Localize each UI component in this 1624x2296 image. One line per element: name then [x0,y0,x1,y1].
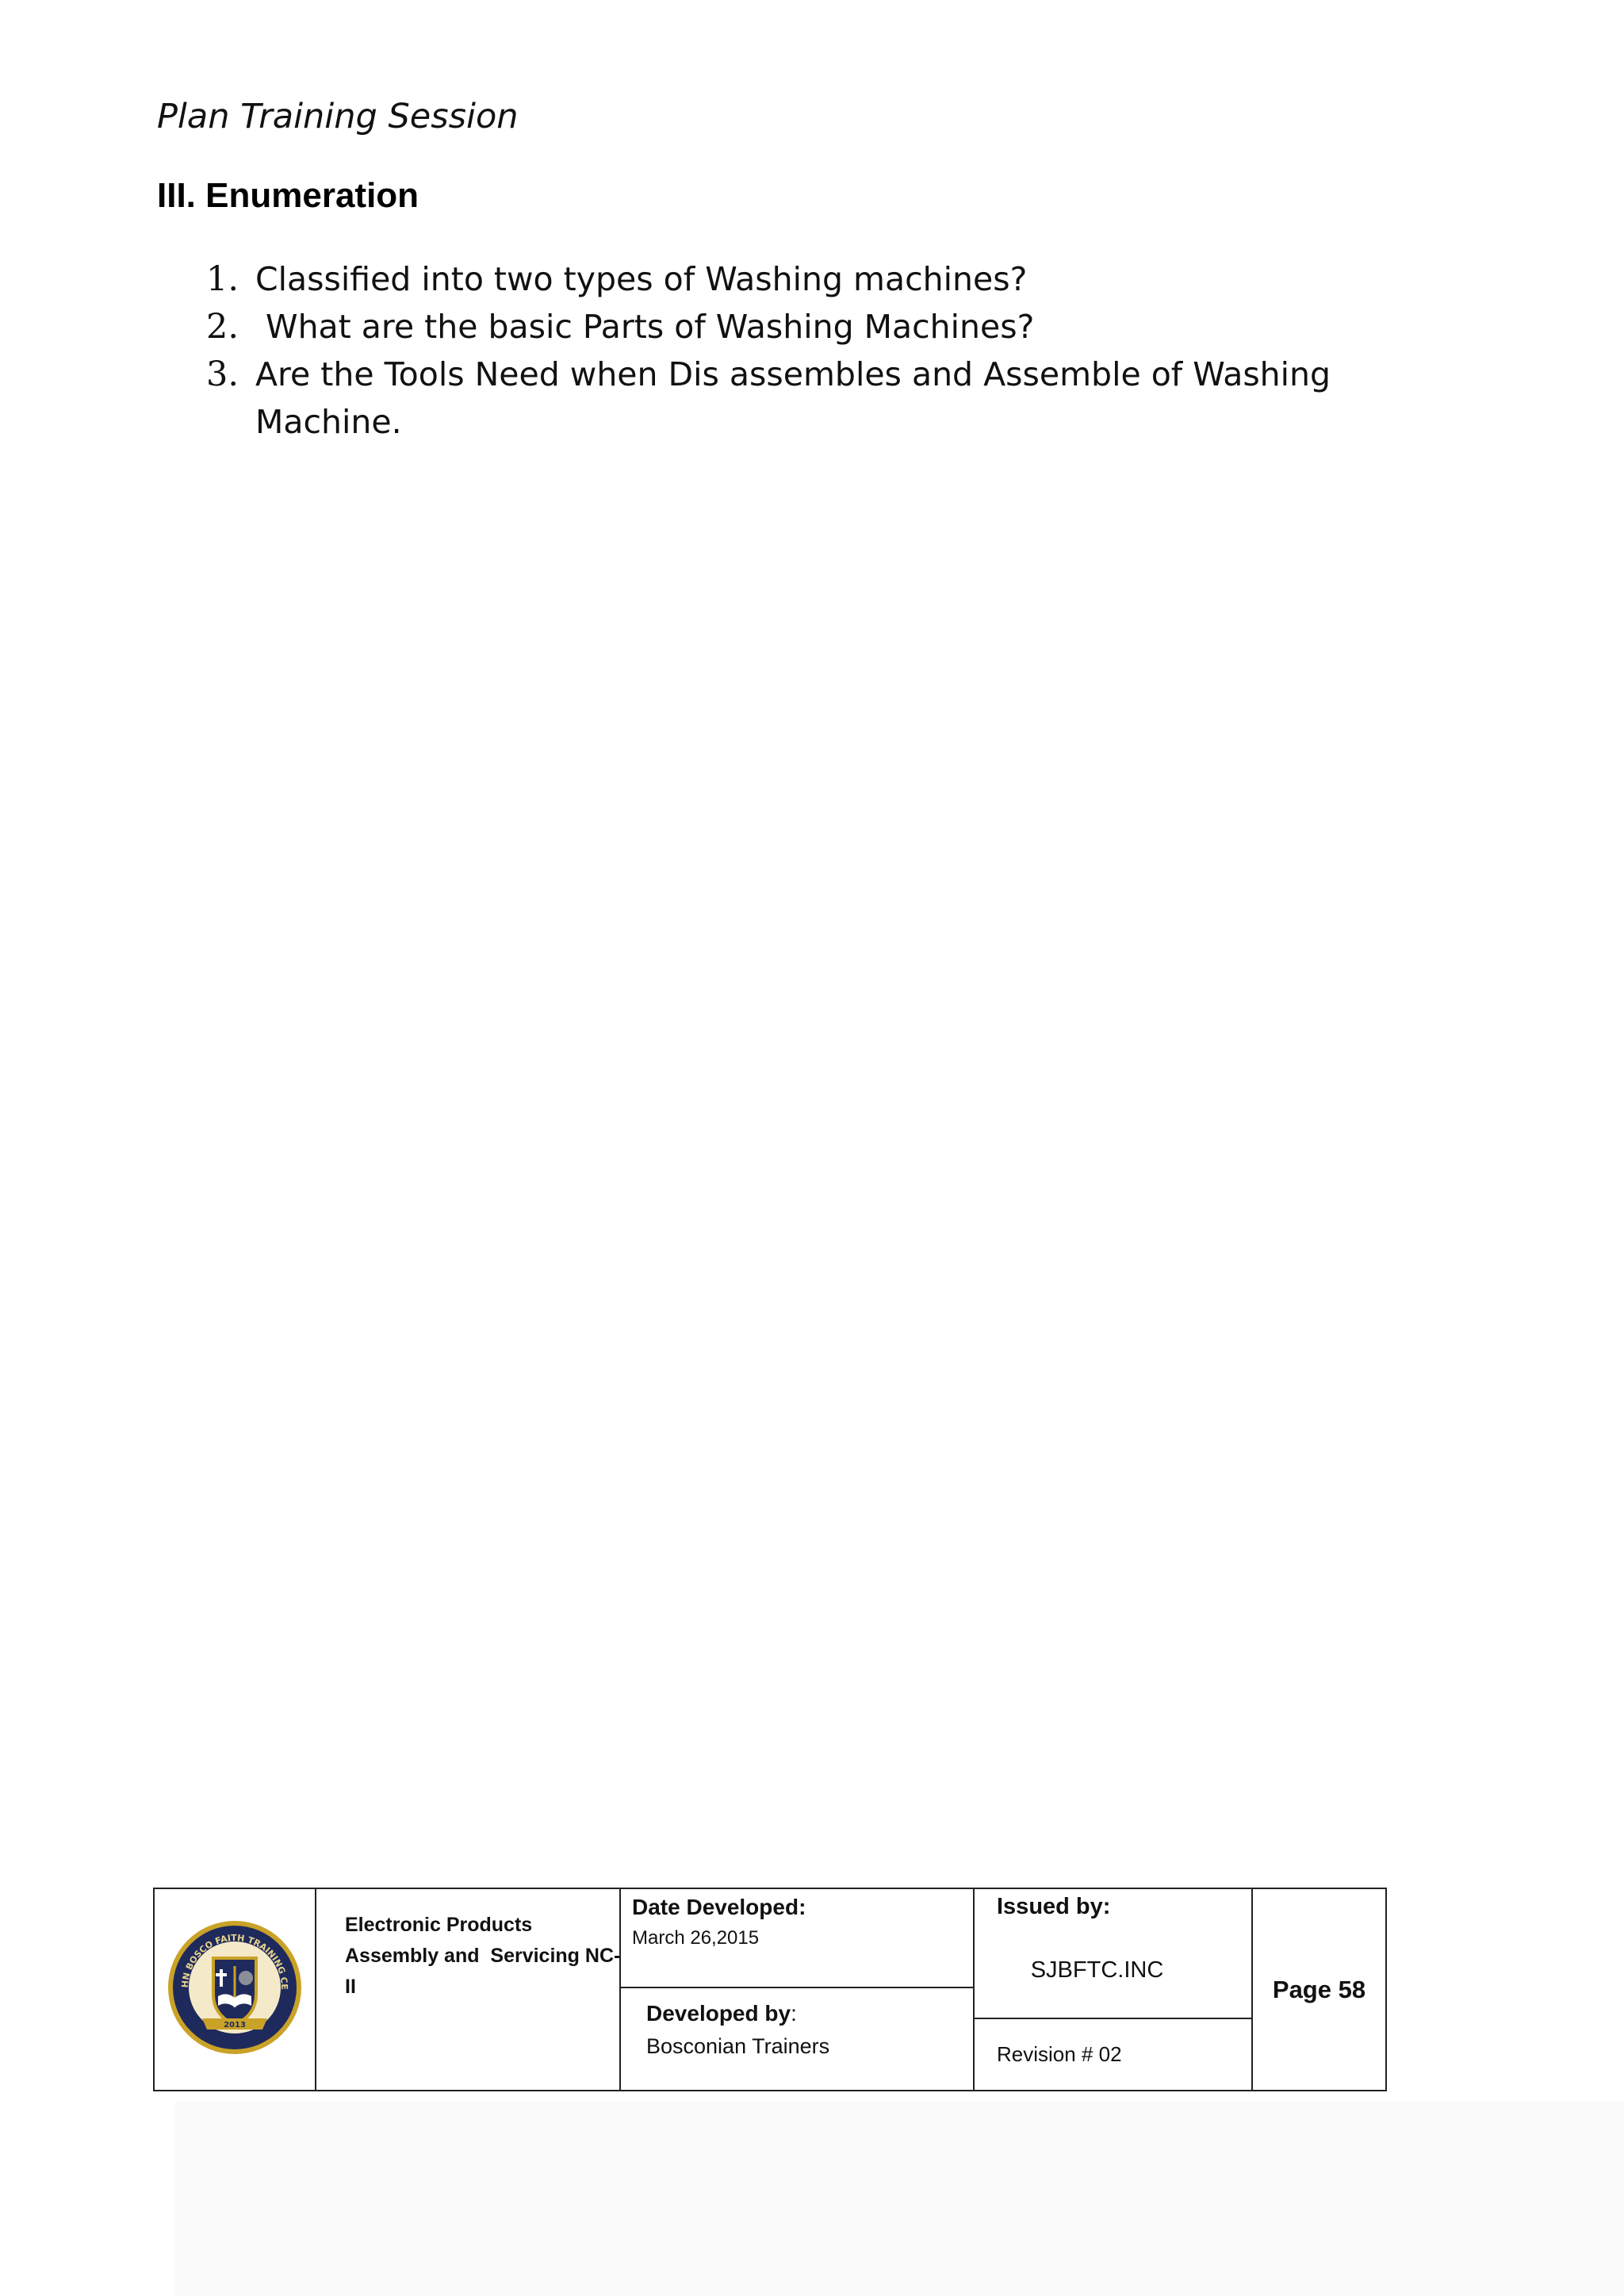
course-title-line: Electronic Products [345,1914,533,1936]
document-footer-table [153,1888,1387,2091]
page-background-shade [174,2102,1624,2296]
issued-by-label: Issued by: [997,1894,1111,1919]
seal-figure [239,1971,253,1985]
list-item-text: Are the Tools Need when Dis assembles and Assemble of Washing Machine. [255,355,1331,441]
section-heading: III. Enumeration [157,176,419,215]
revision-number: Revision # 02 [997,2042,1122,2066]
list-item [206,255,1380,303]
svg-text:ST. JOHN BOSCO FAITH TRAINING: HN BOSCO FAITH TRAINING CE [179,1932,290,1990]
footer-page-cell [1252,1888,1386,2091]
course-title [316,1889,619,2003]
course-title-line: II [345,1976,356,1998]
enumeration-list [206,255,1380,446]
date-developed-label: Date Developed: [632,1895,806,1919]
developed-by-colon: : [791,2001,797,2026]
seal-year: 2013 [224,2021,246,2030]
list-item-text: What are the basic Parts of Washing Machines? [255,308,1035,346]
footer-date-cell [620,1888,974,1987]
list-item-text: Classified into two types of Washing machines? [255,260,1028,298]
footer-issued-cell [974,1888,1252,2018]
developed-by-label-row [646,2001,973,2026]
list-item-number: 2. [206,307,239,347]
seal-logo-icon [166,1918,304,2056]
list-item [206,303,1380,351]
footer-logo-cell [154,1888,316,2091]
issued-by-value: SJBFTC.INC [1030,1957,1164,1983]
page-number: Page 58 [1272,1975,1366,2003]
date-developed-value: March 26,2015 [632,1927,760,1949]
list-item-number: 1. [206,259,239,299]
course-title-line: Assembly and Servicing NC- [345,1945,621,1967]
developed-by-label: Developed by [646,2001,791,2026]
page-header-title: Plan Training Session [157,97,519,136]
list-item-number: 3. [206,355,239,394]
developed-by-value: Bosconian Trainers [646,2034,830,2058]
footer-revision-cell [974,2018,1252,2091]
footer-developed-cell [620,1987,974,2091]
footer-course-cell [316,1888,620,2091]
list-item [206,351,1380,446]
